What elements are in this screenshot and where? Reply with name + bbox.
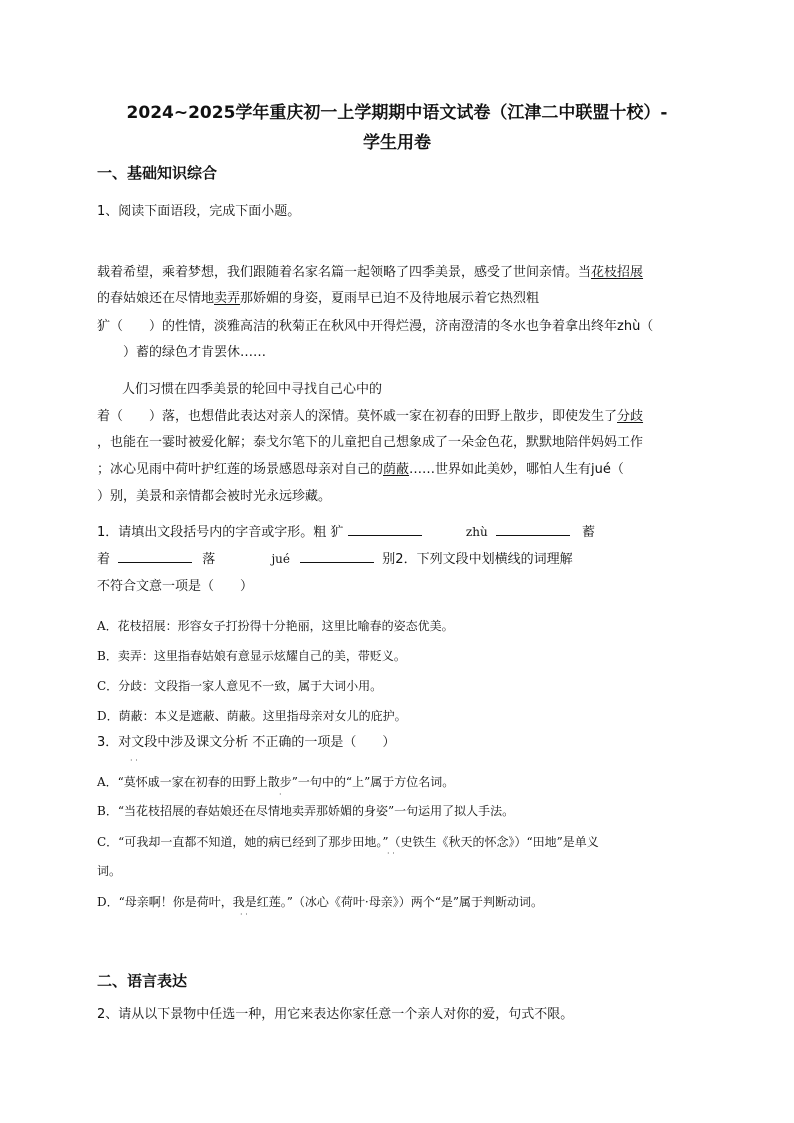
passage-line-8: ；冰心见雨中荷叶护红莲的场景感恩母亲对自己的荫蔽……世界如此美妙，哪怕人生有jué（ xyxy=(97,462,624,477)
emphasis-dots: · · xyxy=(240,910,248,919)
answer-blank-jue[interactable] xyxy=(300,550,374,563)
subquestion-2-option-b[interactable]: B．卖弄：这里指春姑娘有意显示炫耀自己的美，带贬义。 xyxy=(97,649,406,663)
emphasis-dots: · · xyxy=(130,756,138,765)
subquestion-2-option-a[interactable]: A．花枝招展：形容女子打扮得十分艳丽，这里比喻春的姿态优美。 xyxy=(97,619,454,633)
section-2-heading: 二、语言表达 xyxy=(97,972,188,990)
section-1-heading: 一、基础知识综合 xyxy=(97,164,218,182)
question-2-stem: 2、请从以下景物中任选一种，用它来表达你家任意一个亲人对你的爱，句式不限。 xyxy=(97,1007,574,1022)
passage-line-6: 着（ ）落，也想借此表达对亲人的深情。莫怀戚一家在初春的田野上散步，即使发生了分歧 xyxy=(97,409,644,424)
subquestion-3-stem: 3．对文段中涉及课文分析 不正确的一项是（ ） xyxy=(97,735,396,750)
passage-line-2: 的春姑娘还在尽情地卖弄那娇媚的身姿，夏雨早已迫不及待地展示着它热烈粗 xyxy=(97,291,540,306)
underlined-word-fenqi: 分歧 xyxy=(617,409,644,424)
passage-line-5: 人们习惯在四季美景的轮回中寻找自己心中的 xyxy=(122,382,383,397)
answer-blank-zhu[interactable] xyxy=(496,523,570,536)
passage-line-4: ）蓄的绿色才肯罢休…… xyxy=(97,345,267,360)
subquestion-1-line-1: 1．请填出文段括号内的字音或字形。粗 犷 zhù 蓄 xyxy=(97,525,595,540)
answer-blank-guang[interactable] xyxy=(348,523,422,536)
subquestion-2-option-d[interactable]: D．荫蔽：本义是遮蔽、荫蔽。这里指母亲对女儿的庇护。 xyxy=(97,709,407,723)
subquestion-2-option-c[interactable]: C．分歧：文段指一家人意见不一致，属于大词小用。 xyxy=(97,679,383,693)
document-title xyxy=(90,98,704,158)
subquestion-2-line-2: 不符合文意一项是（ ） xyxy=(97,579,254,594)
subquestion-3-option-d[interactable]: D．“母亲啊！你是荷叶，我是红莲。”（冰心《荷叶·母亲》）两个“是”属于判断动词。 xyxy=(97,895,543,909)
subquestion-1-line-2: 着 落 jué 别2．下列文段中划横线的词理解 xyxy=(97,552,573,567)
subquestion-3-option-b[interactable]: B．“当花枝招展的春姑娘还在尽情地卖弄那娇媚的身姿”一句运用了拟人手法。 xyxy=(97,804,515,818)
passage-line-1: 载着希望，乘着梦想，我们跟随着名家名篇一起领略了四季美景，感受了世间亲情。当花枝招展 xyxy=(97,265,644,280)
underlined-word-yinbi: 荫蔽 xyxy=(383,462,410,477)
emphasis-dot: · xyxy=(279,790,282,799)
underlined-word-mainong: 卖弄 xyxy=(214,291,241,306)
title-line-1: 2024~2025学年重庆初一上学期期中语文试卷（江津二中联盟十校）- xyxy=(126,103,668,123)
answer-blank-zhuo[interactable] xyxy=(118,550,192,563)
subquestion-3-option-c-line-1[interactable]: C．“可我却一直都不知道，她的病已经到了那步田地。”（史铁生《秋天的怀念》）“田地”是单义 xyxy=(97,835,599,849)
subquestion-3-option-c-line-2: 词。 xyxy=(97,864,122,878)
question-1-intro: 1、阅读下面语段，完成下面小题。 xyxy=(97,204,301,219)
title-line-2: 学生用卷 xyxy=(363,133,431,153)
passage-line-9: ）别，美景和亲情都会被时光永远珍藏。 xyxy=(97,489,332,504)
passage-line-3: 犷（ ）的性情，淡雅高洁的秋菊正在秋风中开得烂漫，济南澄清的冬水也争着拿出终年zhù（ xyxy=(97,319,654,334)
emphasis-dots: · · xyxy=(387,849,395,858)
passage-line-7: ，也能在一霎时被爱化解；泰戈尔笔下的儿童把自己想象成了一朵金色花，默默地陪伴妈妈工作 xyxy=(97,435,644,450)
subquestion-3-option-a[interactable]: A．“莫怀戚一家在初春的田野上散步”一句中的“上”属于方位名词。 xyxy=(97,775,455,789)
underlined-word-huazhi: 花枝招展 xyxy=(591,265,644,280)
